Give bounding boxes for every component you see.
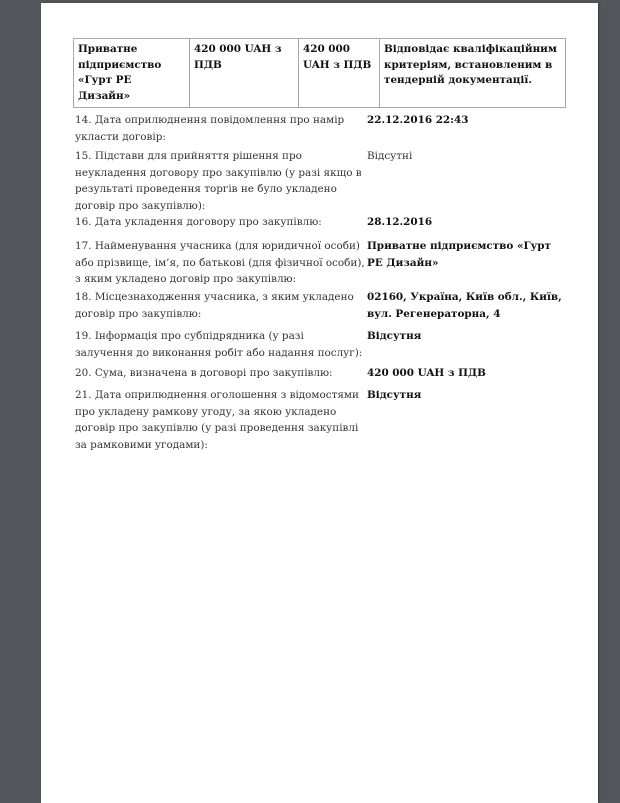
item-value: Відсутні [367,150,413,162]
item-label: 15. Підстави для прийняття рішення про неукладення договору про закупівлю (у разі якщо в результаті проведення торгів не було укладено договір про закупівлю): [75,150,362,212]
bidder-table [73,38,566,108]
item-value: 22.12.2016 22:43 [367,114,469,126]
final-price-cell: 420 000 UAH з ПДВ [299,39,380,108]
item-value: Приватне підприємство «Гурт РЕ Дизайн» [367,240,551,269]
item-label: 21. Дата оприлюднення оголошення з відомостями про укладену рамкову угоду, за якою укладено договір про закупівлю (у разі проведення закупівлі за рамковими угодами): [75,389,359,451]
item-label: 16. Дата укладення договору про закупівлю: [75,216,322,228]
bidder-name-cell: Приватне підприємство «Гурт РЕ Дизайн» [74,39,190,108]
initial-price-cell: 420 000 UAH з ПДВ [190,39,299,108]
item-label: 18. Місцезнаходження учасника, з яким укладено договір про закупівлю: [75,291,354,320]
table-row [74,39,566,108]
item-value: Відсутня [367,389,422,401]
item-value: 28.12.2016 [367,216,433,228]
item-label: 14. Дата оприлюднення повідомлення про намір укласти договір: [75,114,345,143]
item-value: 420 000 UAH з ПДВ [367,367,486,379]
item-value: 02160, Україна, Київ обл., Київ, вул. Регенераторна, 4 [367,291,562,320]
item-label: 19. Інформація про субпідрядника (у разі залучення до виконання робіт або надання послуг): [75,330,363,359]
item-value: Відсутня [367,330,422,342]
item-label: 20. Сума, визначена в договорі про закупівлю: [75,367,333,379]
item-label: 17. Найменування учасника (для юридичної особи) або прізвище, ім’я, по батькові (для фізичної особи), з яким укладено договір про закупівлю: [75,240,365,285]
document-page [41,3,598,803]
qualification-cell: Відповідає кваліфікаційним критеріям, встановленим в тендерній документації. [380,39,566,108]
